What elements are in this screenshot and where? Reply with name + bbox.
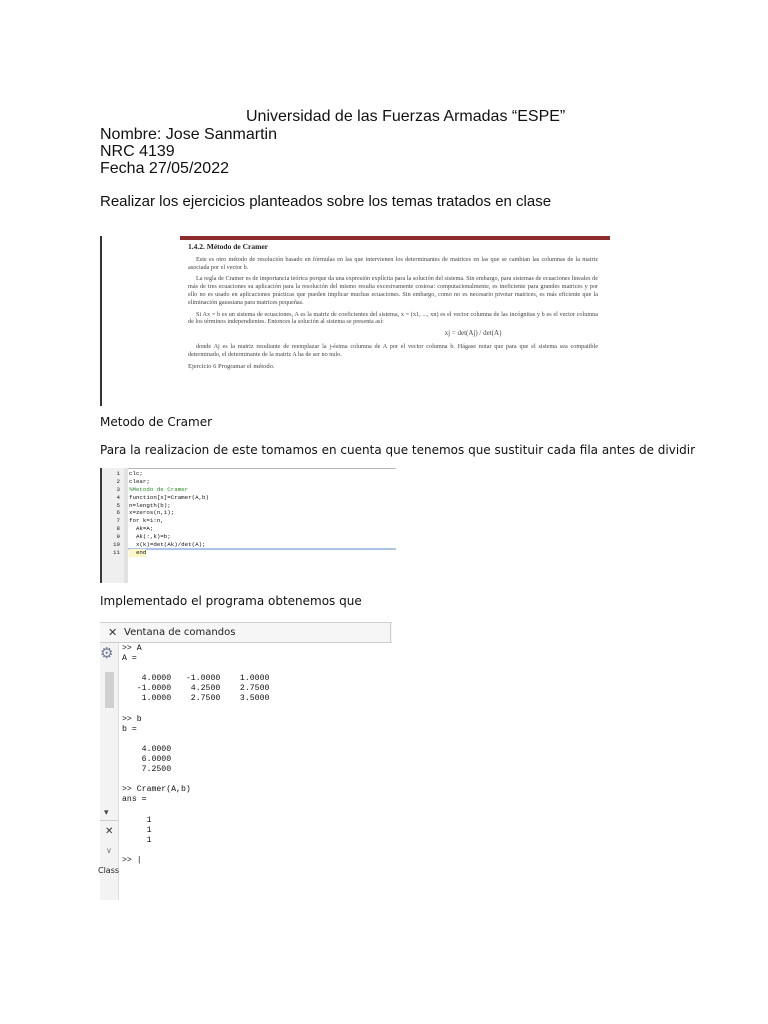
- command-output-line: 1: [122, 835, 152, 845]
- command-output-line: >> b: [122, 714, 142, 724]
- nrc-line: NRC 4139: [100, 143, 175, 160]
- excerpt-paragraph: donde Aj es la matriz resultante de reemplazar la j-ésima columna de A por el vector columna b. Hágase notar que para que el sistema sea compatible determinado, el determinante de la matriz A ha de ser no nulo.: [188, 342, 598, 358]
- excerpt-paragraph: Si Ax = b es un sistema de ecuaciones, A es la matriz de coeficientes del sistema, x = (x1, ..., xn) es el vector columna de las incógnitas y b es el vector columna de los términos independientes. Entonces la solución al sistema se presenta así:: [188, 310, 598, 326]
- command-output-line: 6.0000: [122, 755, 172, 765]
- gear-icon[interactable]: ⚙: [100, 645, 114, 662]
- command-output-line: 4.0000: [122, 744, 172, 754]
- line-number: 10: [113, 541, 120, 549]
- command-output-line: 1.0000 2.7500 3.5000: [122, 694, 270, 704]
- command-output-line: 4.0000 -1.0000 1.0000: [122, 674, 270, 684]
- command-output-line: 1: [122, 815, 152, 825]
- code-editor[interactable]: [100, 468, 396, 583]
- command-output-line: [122, 705, 269, 715]
- command-window-tabbar: [100, 623, 392, 643]
- code-text: function[x]=Cramer(A,b): [129, 493, 210, 501]
- command-output-line: b =: [122, 724, 137, 734]
- textbook-excerpt: [100, 236, 610, 406]
- cramer-formula: xj = det(Aj) / det(A): [444, 329, 502, 338]
- close-icon[interactable]: ✕: [105, 826, 114, 837]
- command-output-line: 1: [122, 825, 152, 835]
- code-text: Ak(:,k)=b;: [129, 533, 171, 541]
- code-line[interactable]: [100, 470, 209, 478]
- close-icon[interactable]: ✕: [108, 626, 118, 639]
- code-text: clc;: [129, 470, 143, 477]
- code-line[interactable]: [100, 502, 209, 510]
- line-number: 8: [116, 525, 120, 533]
- student-name: Nombre: Jose Sanmartin: [100, 126, 277, 143]
- command-output-line: >> Cramer(A,b): [122, 785, 191, 795]
- excerpt-content: [188, 243, 598, 374]
- command-output-line: ans =: [122, 795, 147, 805]
- code-text: %Metodo de Cramer: [129, 485, 189, 493]
- excerpt-exercise: Ejercicio 6 Programar el método.: [188, 362, 275, 370]
- code-line[interactable]: [100, 509, 209, 517]
- code-text: for k=1:n,: [129, 517, 164, 525]
- line-number: 3: [116, 485, 120, 493]
- line-number: 11: [113, 548, 120, 556]
- command-output-line: [122, 846, 269, 856]
- university-title: Universidad de las Fuerzas Armadas “ESPE”: [246, 108, 566, 125]
- command-output[interactable]: [122, 644, 269, 866]
- code-line[interactable]: [100, 486, 209, 494]
- code-line[interactable]: [100, 478, 209, 486]
- code-text: Ak=A;: [129, 525, 154, 533]
- line-number: 6: [116, 509, 120, 517]
- command-window-title: Ventana de comandos: [124, 627, 236, 638]
- command-output-line: A =: [122, 654, 137, 664]
- code-text: clear;: [129, 477, 150, 485]
- command-output-line: [122, 735, 269, 745]
- command-output-line: -1.0000 4.2500 2.7500: [122, 684, 270, 694]
- code-line[interactable]: [100, 541, 209, 549]
- code-text: n=length(b);: [129, 501, 171, 509]
- line-number: 7: [116, 517, 120, 525]
- line-number: 4: [116, 493, 120, 501]
- line-number: 9: [116, 533, 120, 541]
- excerpt-header-bar: [180, 236, 610, 240]
- line-number: 5: [116, 501, 120, 509]
- chevron-down-icon[interactable]: ▾: [104, 808, 109, 818]
- cramer-description: Para la realizacion de este tomamos en cuenta que tenemos que sustituir cada fila antes de dividir: [100, 443, 696, 457]
- code-text: x(k)=det(Ak)/det(A);: [129, 541, 206, 549]
- scrollbar-thumb[interactable]: [105, 672, 114, 708]
- code-line[interactable]: [100, 517, 209, 525]
- command-window[interactable]: [100, 622, 392, 900]
- code-text: x=zeros(n,1);: [129, 509, 175, 517]
- intro-text: Realizar los ejercicios planteados sobre los temas tratados en clase: [100, 193, 552, 210]
- date-line: Fecha 27/05/2022: [100, 160, 229, 177]
- command-output-line: >> |: [122, 855, 142, 865]
- excerpt-heading: 1.4.2. Método de Cramer: [188, 242, 268, 251]
- cramer-section-title: Metodo de Cramer: [100, 415, 213, 429]
- code-text: end: [129, 548, 147, 556]
- code-line[interactable]: [100, 525, 209, 533]
- command-output-line: [122, 806, 269, 816]
- excerpt-left-border: [100, 236, 102, 406]
- command-output-line: >> A: [122, 644, 142, 653]
- excerpt-paragraph: Este es otro método de resolución basado en fórmulas en las que intervienen los determinantes de matrices en las que se cambian las columnas de la matriz asociada por el vector b.: [188, 255, 598, 271]
- chevron-down-icon[interactable]: ∨: [106, 846, 112, 855]
- line-number: 1: [116, 470, 120, 477]
- command-output-line: [122, 775, 269, 785]
- code-lines[interactable]: [100, 470, 209, 557]
- class-panel-label: Class: [98, 866, 120, 875]
- code-line[interactable]: [100, 494, 209, 502]
- code-line[interactable]: [100, 549, 209, 557]
- result-section-title: Implementado el programa obtenemos que: [100, 594, 362, 608]
- line-number: 2: [116, 477, 120, 485]
- excerpt-paragraph: La regla de Cramer es de importancia teórica porque da una expresión explícita para la solución del sistema. Sin embargo, para sistemas de ecuaciones lineales de más de tres ecuaciones su aplicación para la resolución del mismo resulta excesivamente costosa: computacionalmente, es ineficiente para grandes matrices y por ello no es usado en aplicaciones prácticas que pueden implicar muchas ecuaciones. Sin embargo, como no es necesario pivotar matrices, es más eficiente que la eliminación gaussiana para matrices pequeñas.: [188, 275, 598, 306]
- command-output-line: 7.2500: [122, 765, 172, 775]
- command-output-line: [122, 664, 269, 674]
- code-line[interactable]: [100, 533, 209, 541]
